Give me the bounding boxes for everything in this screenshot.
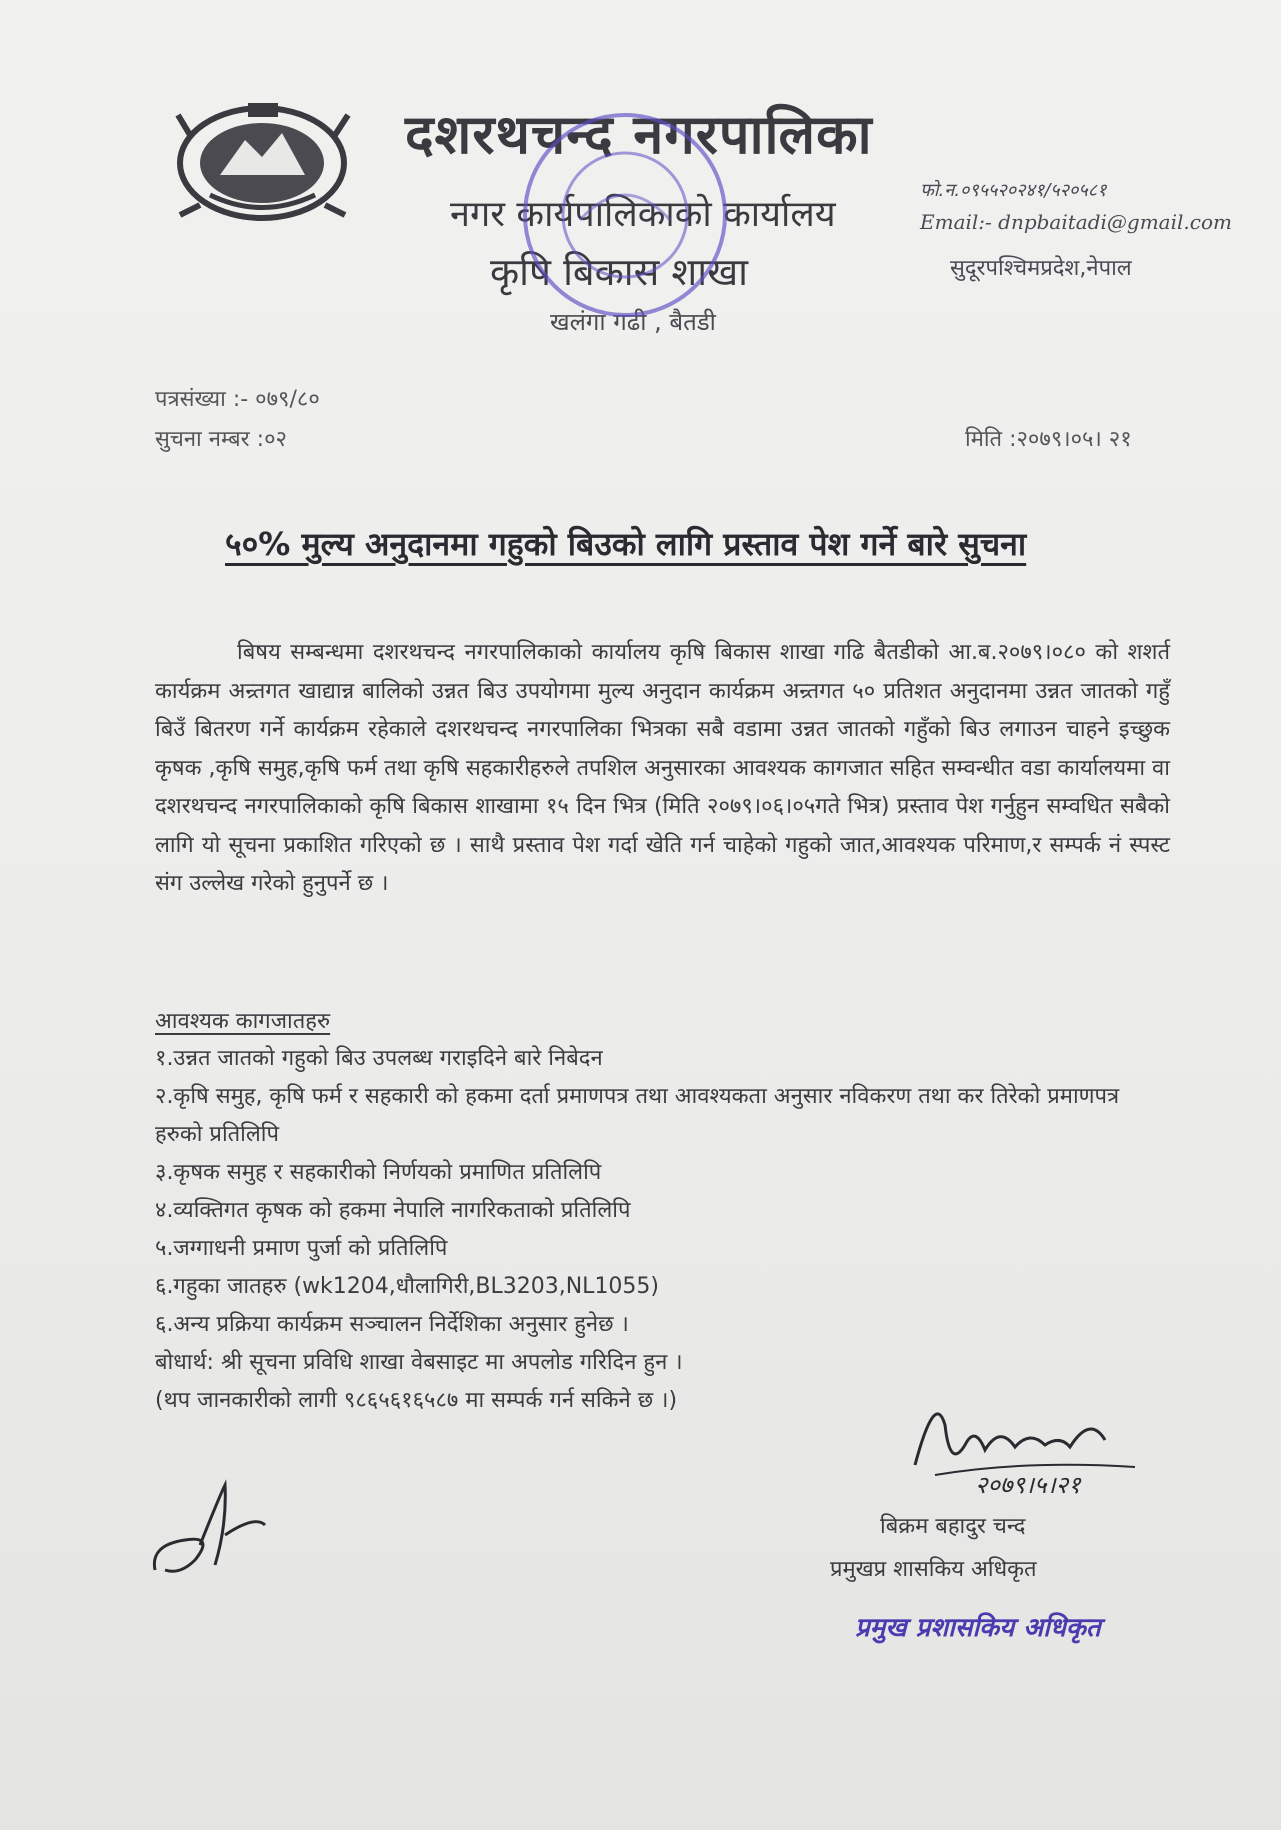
branch-name: कृषि बिकास शाखा [490,250,749,294]
official-seal-stamp-icon [510,100,740,330]
list-item: ३.कृषक समुह र सहकारीको निर्णयको प्रमाणित प्रतिलिपि [155,1160,602,1185]
list-item: १.उन्नत जातको गहुको बिउ उपलब्ध गराइदिने बारे निबेदन [155,1046,603,1071]
organization-name: दशरथचन्द नगरपालिका [405,103,873,166]
signer-title: प्रमुखप्र शासकिय अधिकृत [830,1557,1037,1582]
notice-heading: ५०% मुल्य अनुदानमा गहुको बिउको लागि प्रस्ताव पेश गर्ने बारे सुचना [225,525,1027,563]
required-documents-heading: आवश्यक कागजातहरु [155,1009,331,1034]
list-item: ६.गहुका जातहरु (wk1204,धौलागिरी,BL3203,NL1055) [155,1274,660,1299]
list-item: ४.व्यक्तिगत कृषक को हकमा नेपालि नागरिकताको प्रतिलिपि [155,1198,631,1223]
email-address[interactable]: Email:- dnpbaitadi@gmail.com [920,210,1232,234]
list-item: बोधार्थ: श्री सूचना प्रविधि शाखा वेबसाइट मा अपलोड गरिदिन हुन । [155,1350,683,1375]
notice-date: मिति :२०७९।०५। २१ [965,427,1132,452]
office-address: खलंगा गढी , बैतडी [550,308,716,336]
signature-date: २०७९।५।२१ [975,1471,1081,1499]
nepal-government-emblem-icon [170,95,355,225]
signer-name: बिक्रम बहादुर चन्द [880,1514,1026,1539]
letter-number: पत्रसंख्या :- ०७९/८० [155,387,320,412]
list-item: (थप जानकारीको लागी ९८६५६१६५८७ मा सम्पर्क गर्न सकिने छ ।) [155,1388,678,1413]
phone-number: फो.न.०९५५२०२४१/५२०५८१ [920,180,1107,201]
office-name: नगर कार्यपालिकाको कार्यालय [450,194,836,235]
list-item: ५.जग्गाधनी प्रमाण पुर्जा को प्रतिलिपि [155,1236,448,1261]
required-documents-list [155,1040,1165,1420]
list-item: २.कृषि समुह, कृषि फर्म र सहकारी को हकमा दर्ता प्रमाणपत्र तथा आवश्यकता अनुसार नविकरण तथा कर तिरेको प्रमाणपत्र हरुको प्रतिलिपि [155,1084,1120,1147]
notice-body: बिषय सम्बन्धमा दशरथचन्द नगरपालिकाको कार्यालय कृषि बिकास शाखा गढि बैतडीको आ.ब.२०७९।०८० को शशर्त कार्यक्रम अन्र्तगत खाद्यान्न बालिको उन्नत बिउ उपयोगमा मुल्य अनुदान कार्यक्रम अन्र्तगत ५० प्रतिशत अनुदानमा उन्नत जातको गहुँ बिउँ बितरण गर्ने कार्यक्रम रहेकाले दशरथचन्द नगरपालिका भित्रका सबै वडामा उन्नत जातको गहुँको बिउ लगाउन चाहने इच्छुक कृषक ,कृषि समुह,कृषि फर्म तथा कृषि सहकारीहरुले तपशिल अनुसारका आवश्यक कागजात सहित सम्वन्धीत वडा कार्यालयमा वा दशरथचन्द नगरपालिकाको कृषि बिकास शाखामा १५ दिन भित्र (मिति २०७९।०६।०५गते भित्र) प्रस्ताव पेश गर्नुहुन सम्वधित सबैको लागि यो सूचना प्रकाशित गरिएको छ । साथै प्रस्ताव पेश गर्दा खेति गर्न चाहेको गहुको जात,आवश्यक परिमाण,र सम्पर्क नं स्पस्ट संग उल्लेख गरेको हुनुपर्ने छ । [155,640,1170,896]
initials-signature-icon [145,1475,295,1585]
officer-signature-icon [905,1385,1150,1500]
notice-number: सुचना नम्बर :०२ [155,427,287,452]
list-item: ६.अन्य प्रक्रिया कार्यक्रम सञ्चालन निर्देशिका अनुसार हुनेछ । [155,1312,629,1337]
designation-stamp: प्रमुख प्रशासकिय अधिकृत [855,1613,1101,1643]
province-name: सुदूरपश्चिमप्रदेश,नेपाल [950,256,1132,281]
